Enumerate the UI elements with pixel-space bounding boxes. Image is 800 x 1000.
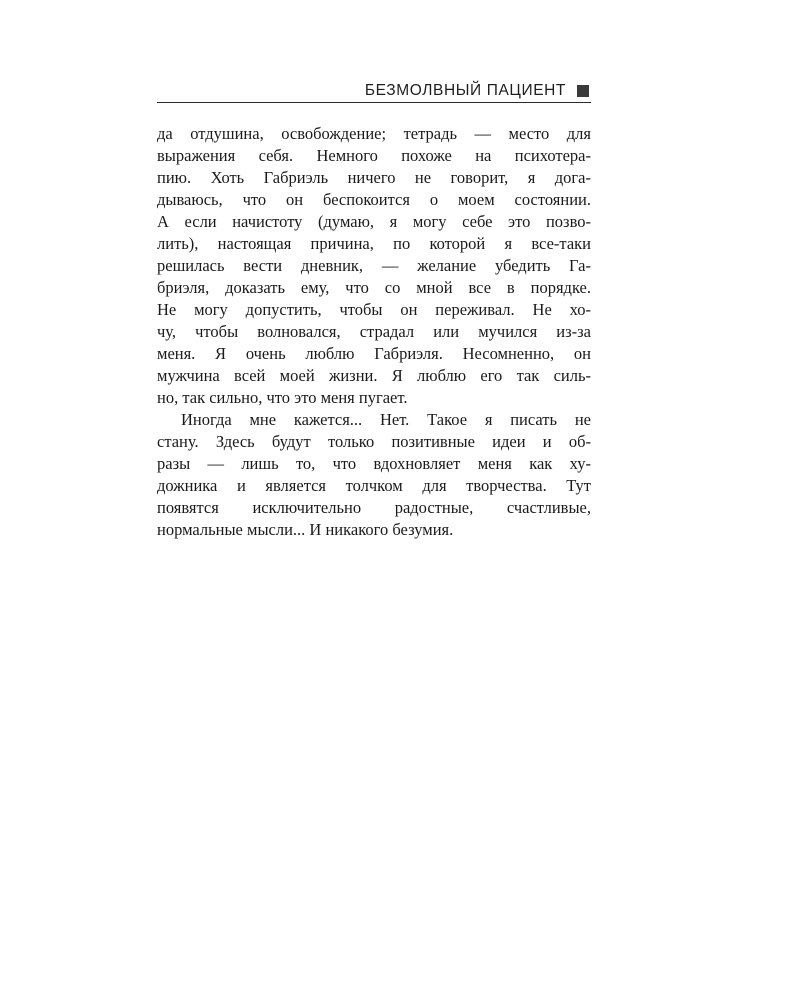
text-line: пию. Хоть Габриэль ничего не говорит, я дога- [157, 168, 591, 187]
page-header [157, 80, 591, 103]
text-line: меня. Я очень люблю Габриэля. Несомненно, он [157, 344, 591, 363]
text-line: А если начистоту (думаю, я могу себе это позво- [157, 212, 591, 231]
text-line: дываюсь, что он беспокоится о моем состоянии. [157, 190, 591, 209]
text-line: появятся исключительно радостные, счастливые, [157, 498, 591, 517]
text-line: разы — лишь то, что вдохновляет меня как ху- [157, 454, 591, 473]
text-line: бриэля, доказать ему, что со мной все в порядке. [157, 278, 591, 297]
body-text [157, 123, 591, 541]
text-line: мужчина всей моей жизни. Я люблю его так силь- [157, 366, 591, 385]
text-line: чу, чтобы волновался, страдал или мучился из-за [157, 322, 591, 341]
text-line: нормальные мысли... И никакого безумия. [157, 520, 454, 539]
text-line: Иногда мне кажется... Нет. Такое я писать не [181, 410, 591, 429]
square-ornament-icon [577, 85, 589, 97]
text-line: лить), настоящая причина, по которой я все-таки [157, 234, 591, 253]
text-line: Не могу допустить, чтобы он переживал. Не хо- [157, 300, 591, 319]
text-line: да отдушина, освобождение; тетрадь — место для [157, 124, 591, 143]
text-line: дожника и является толчком для творчества. Тут [157, 476, 591, 495]
text-line: стану. Здесь будут только позитивные идеи и об- [157, 432, 591, 451]
paragraph [157, 409, 591, 541]
paragraph [157, 123, 591, 409]
text-line: выражения себя. Немного похоже на психотера- [157, 146, 591, 165]
running-title: БЕЗМОЛВНЫЙ ПАЦИЕНТ [364, 82, 566, 99]
text-line: решилась вести дневник, — желание убедить Га- [157, 256, 591, 275]
text-line: но, так сильно, что это меня пугает. [157, 388, 408, 407]
